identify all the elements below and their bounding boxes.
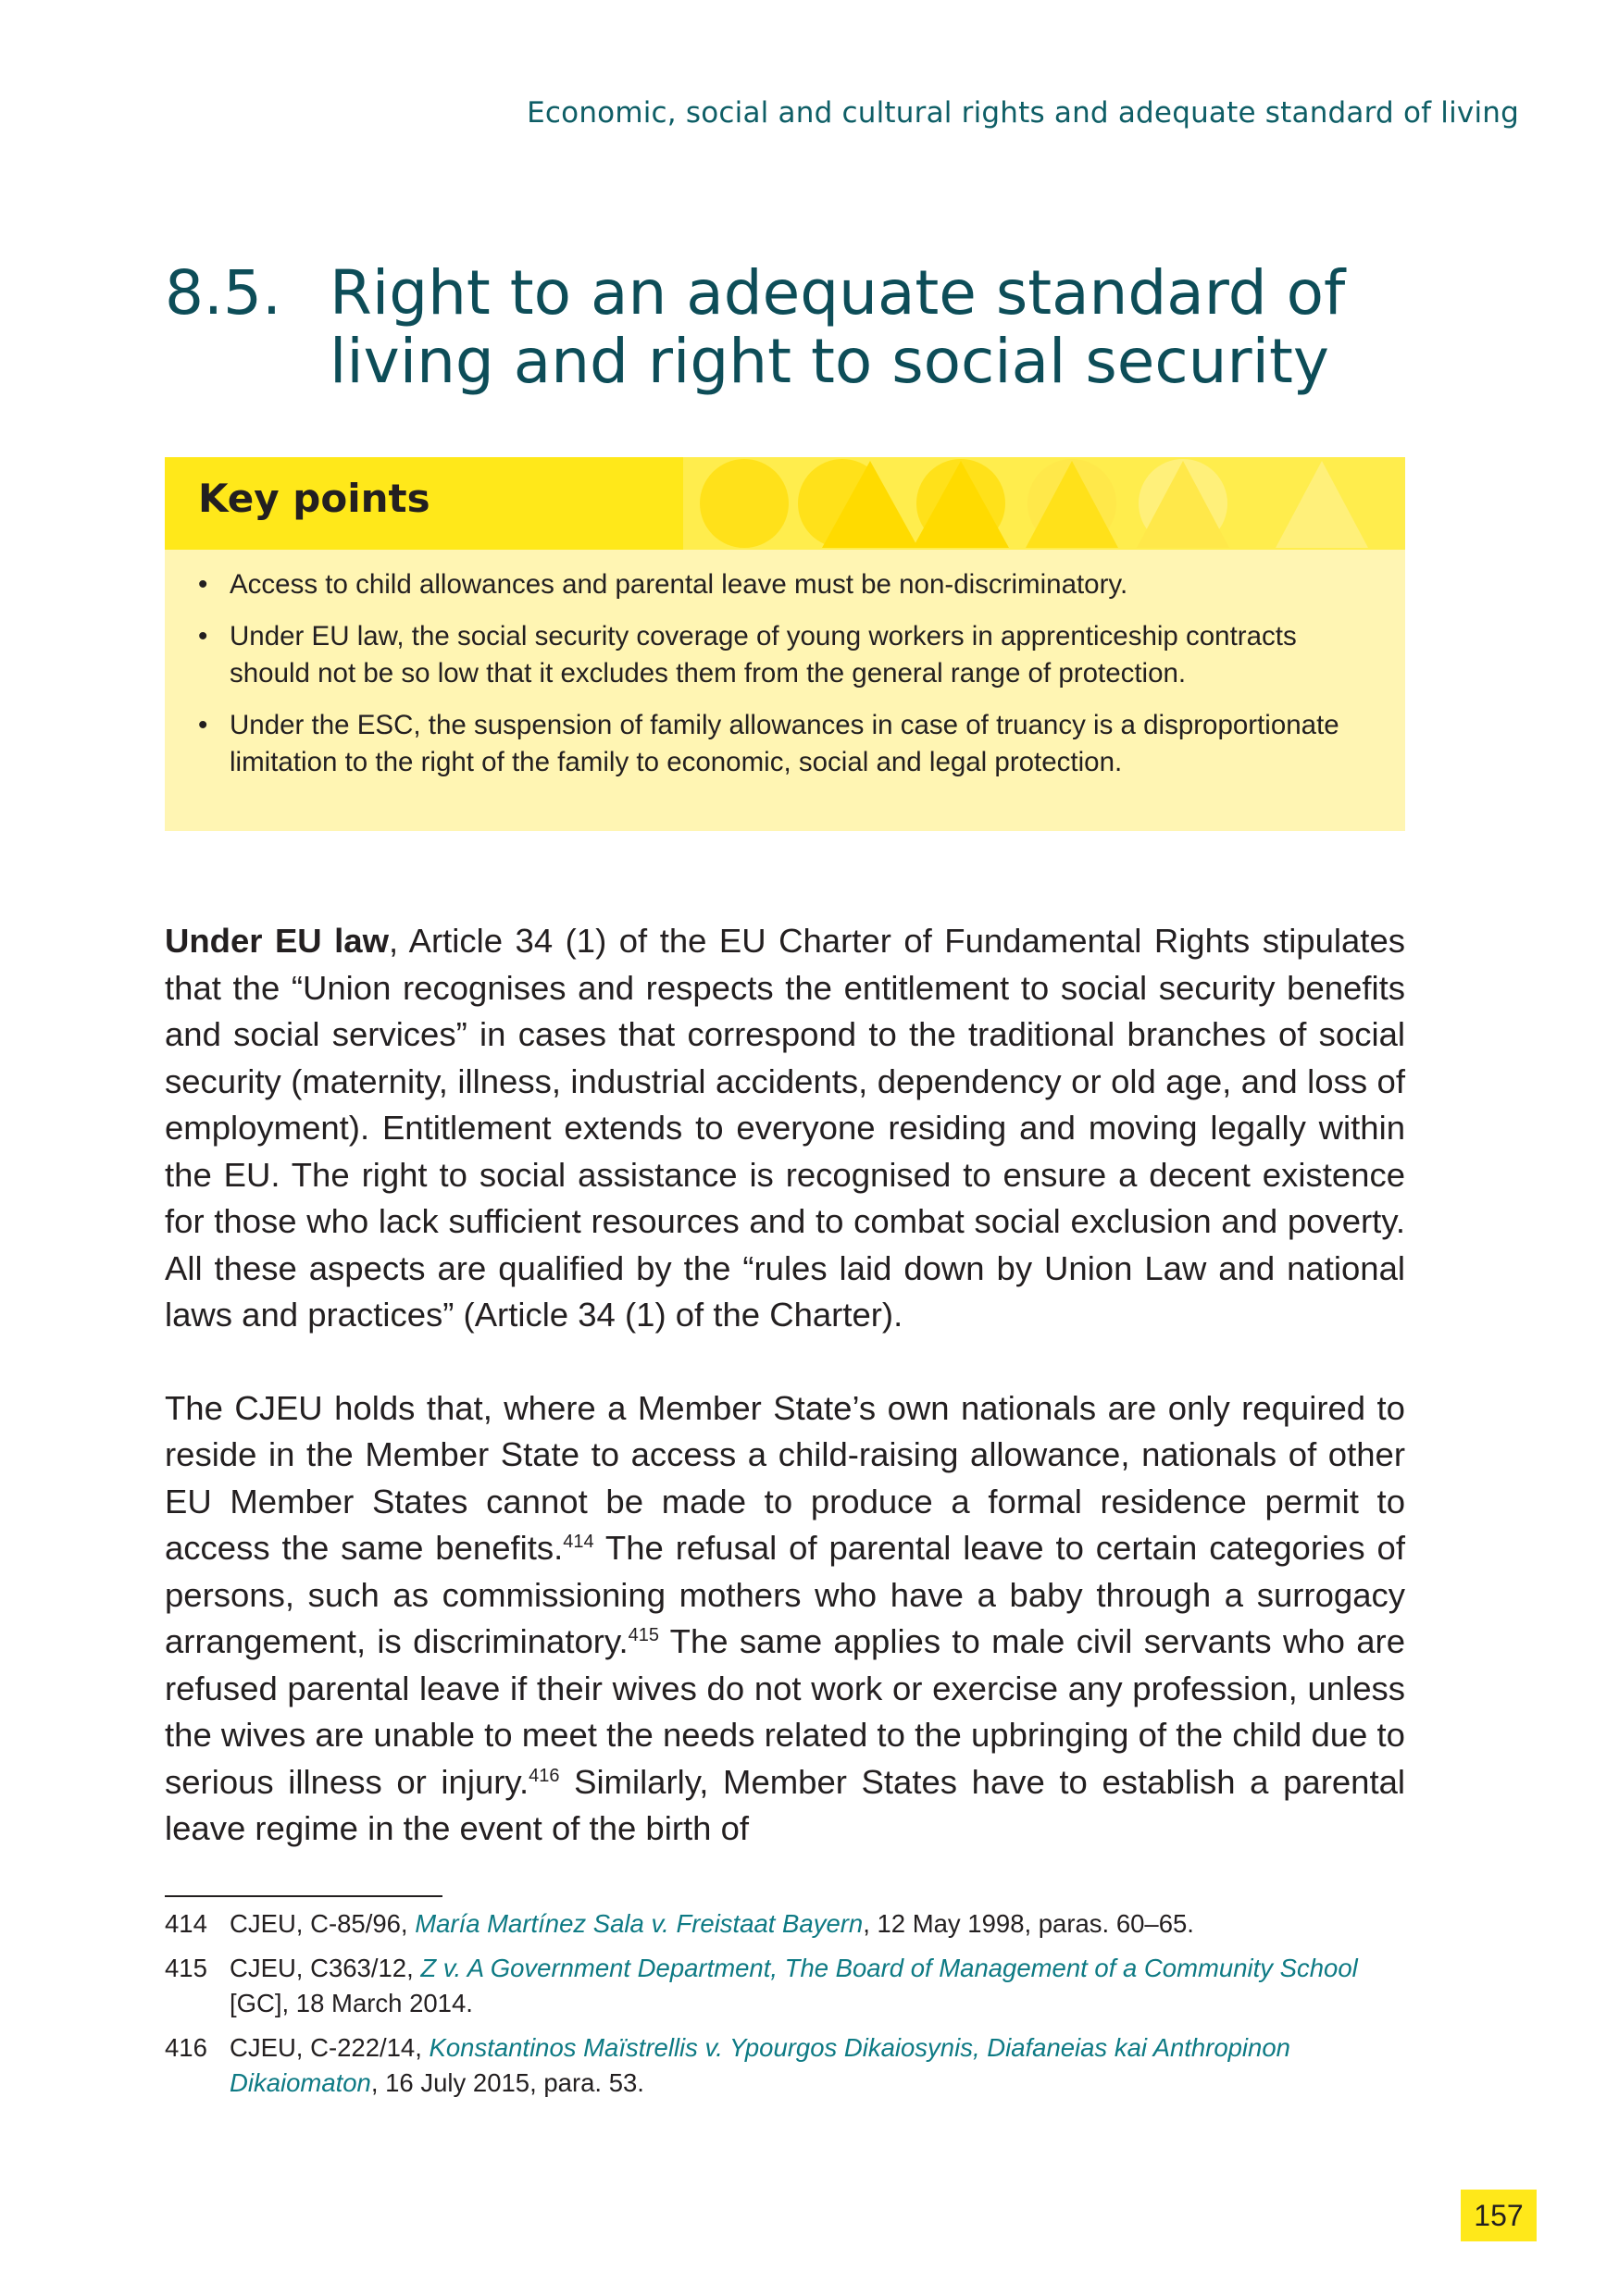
running-head: Economic, social and cultural rights and adequate standard of living [527,96,1519,130]
footnote [165,1951,1405,2021]
page-number: 157 [1461,2190,1537,2241]
list-item [165,707,1405,781]
case-link[interactable]: Konstantinos Maïstrellis v. Ypourgos Dikaiosynis, Diafaneias kai Anthropinon Dikaiomaton [230,2033,1290,2097]
key-point-text: Under EU law, the social security coverage of young workers in apprenticeship contracts should not be so low that it excludes them from the general range of protection. [230,621,1297,689]
footnote-prefix: CJEU, C363/12, [230,1954,421,1982]
bullet-icon: • [198,621,208,652]
footnotes [165,1906,1405,2110]
footnote-ref[interactable]: 415 [628,1624,660,1645]
paragraph-text: The CJEU holds that, where a Member State’s own nationals are only required to reside in the Member State to access a child-raising allowance, nationals of other EU Member States cannot be made to produce a formal residence permit to access the same benefits. [165,1388,1405,1567]
footnote-suffix: [GC], 18 March 2014. [230,1989,473,2017]
footnote [165,2030,1405,2101]
footnote [165,1906,1405,1942]
list-item [165,566,1405,603]
list-item [165,618,1405,692]
footnote-prefix: CJEU, C-222/14, [230,2033,430,2062]
footnote-number: 414 [165,1909,207,1938]
key-points-box [165,457,1405,831]
key-points-header [165,457,1405,550]
case-link[interactable]: Z v. A Government Department, The Board of Management of a Community School [420,1954,1358,1982]
footnote-ref[interactable]: 414 [563,1531,594,1552]
paragraph-text: The refusal of parental leave to certain categories of persons, such as commissioning mothers who have a baby through a surrogacy arrangement, is discriminatory. [165,1529,1405,1660]
footnote-suffix: , 12 May 1998, paras. 60–65. [863,1909,1194,1938]
body-text [165,918,1405,1899]
key-points-list [165,550,1405,781]
section-title: Right to an adequate standard of living and right to social security [330,257,1346,397]
paragraph-text: The same applies to male civil servants who are refused parental leave if their wives do not work or exercise any profession, unless the wives are unable to meet the needs related to the upbringing of the child due to serious illness or injury. [165,1622,1405,1801]
footnote-divider [165,1895,442,1897]
key-point-text: Under the ESC, the suspension of family allowances in case of truancy is a disproportionate limitation to the right of the family to economic, social and legal protection. [230,710,1339,777]
paragraph [165,1385,1405,1853]
paragraph [165,918,1405,1339]
decorative-shapes-icon [683,457,1405,550]
paragraph-text: , Article 34 (1) of the EU Charter of Fundamental Rights stipulates that the “Union recognises and respects the entitlement to social security benefits and social services” in cases that correspond to the traditional branches of social security (maternity, illness, industrial accidents, dependency or old age, and loss of employment). Entitlement extends to everyone residing and moving legally within the EU. The right to social assistance is recognised to ensure a decent existence for those who lack sufficient resources and to combat social exclusion and poverty. All these aspects are qualified by the “rules laid down by Union Law and national laws and practices” (Article 34 (1) of the Charter). [165,922,1405,1334]
key-point-text: Access to child allowances and parental leave must be non-discriminatory. [230,569,1128,600]
footnote-prefix: CJEU, C-85/96, [230,1909,416,1938]
footnote-ref[interactable]: 416 [529,1765,560,1786]
lead-in: Under EU law [165,922,389,960]
case-link[interactable]: María Martínez Sala v. Freistaat Bayern [415,1909,864,1938]
key-points-title: Key points [198,476,430,521]
bullet-icon: • [198,569,208,600]
section-number: 8.5. [165,257,281,329]
footnote-suffix: , 16 July 2015, para. 53. [370,2068,644,2097]
bullet-icon: • [198,710,208,740]
footnote-number: 416 [165,2033,207,2062]
paragraph-text: Similarly, Member States have to establish a parental leave regime in the event of the birth of [165,1762,1406,1847]
footnote-number: 415 [165,1954,207,1982]
